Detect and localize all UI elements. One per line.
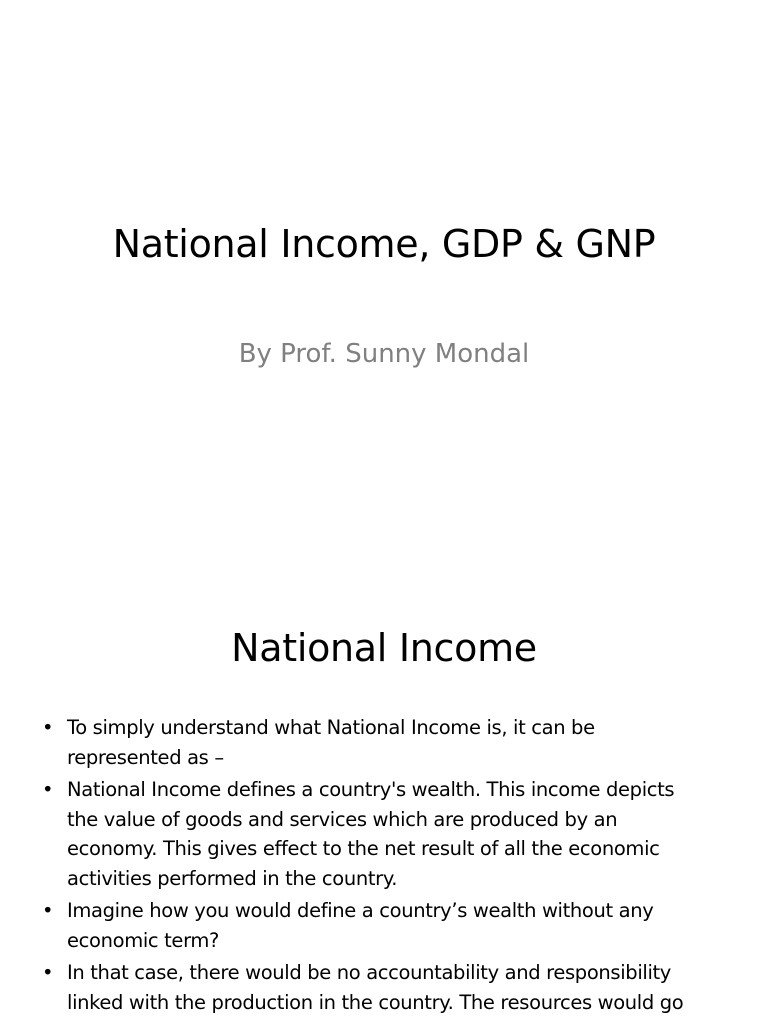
bullet-line: linked with the production in the country. The resources would go [67,990,684,1014]
bullet-icon: • [42,716,54,739]
bullet-item [0,775,768,893]
bullet-line: represented as – [67,745,224,769]
presentation-subtitle: By Prof. Sunny Mondal [238,339,530,369]
bullet-list [0,713,768,1020]
bullet-item [0,713,768,772]
bullet-icon: • [42,778,54,801]
content-slide [0,576,768,1024]
bullet-icon: • [42,899,54,922]
bullet-line: To simply understand what National Income is, it can be [67,716,595,739]
bullet-line: economic term? [67,928,220,952]
bullet-item [0,958,768,1017]
bullet-line: economy. This gives effect to the net result of all the economic [67,837,660,860]
bullet-line: the value of goods and services which are produced by an [67,807,618,831]
presentation-title: National Income, GDP & GNP [112,222,656,266]
slide-title: National Income [231,626,537,670]
bullet-line: Imagine how you would define a country’s wealth without any [67,899,654,922]
bullet-line: activities performed in the country. [67,866,398,890]
bullet-line: In that case, there would be no accountability and responsibility [67,961,672,984]
bullet-line: National Income defines a country's wealth. This income depicts [67,778,675,801]
bullet-icon: • [42,961,54,984]
bullet-item [0,896,768,955]
